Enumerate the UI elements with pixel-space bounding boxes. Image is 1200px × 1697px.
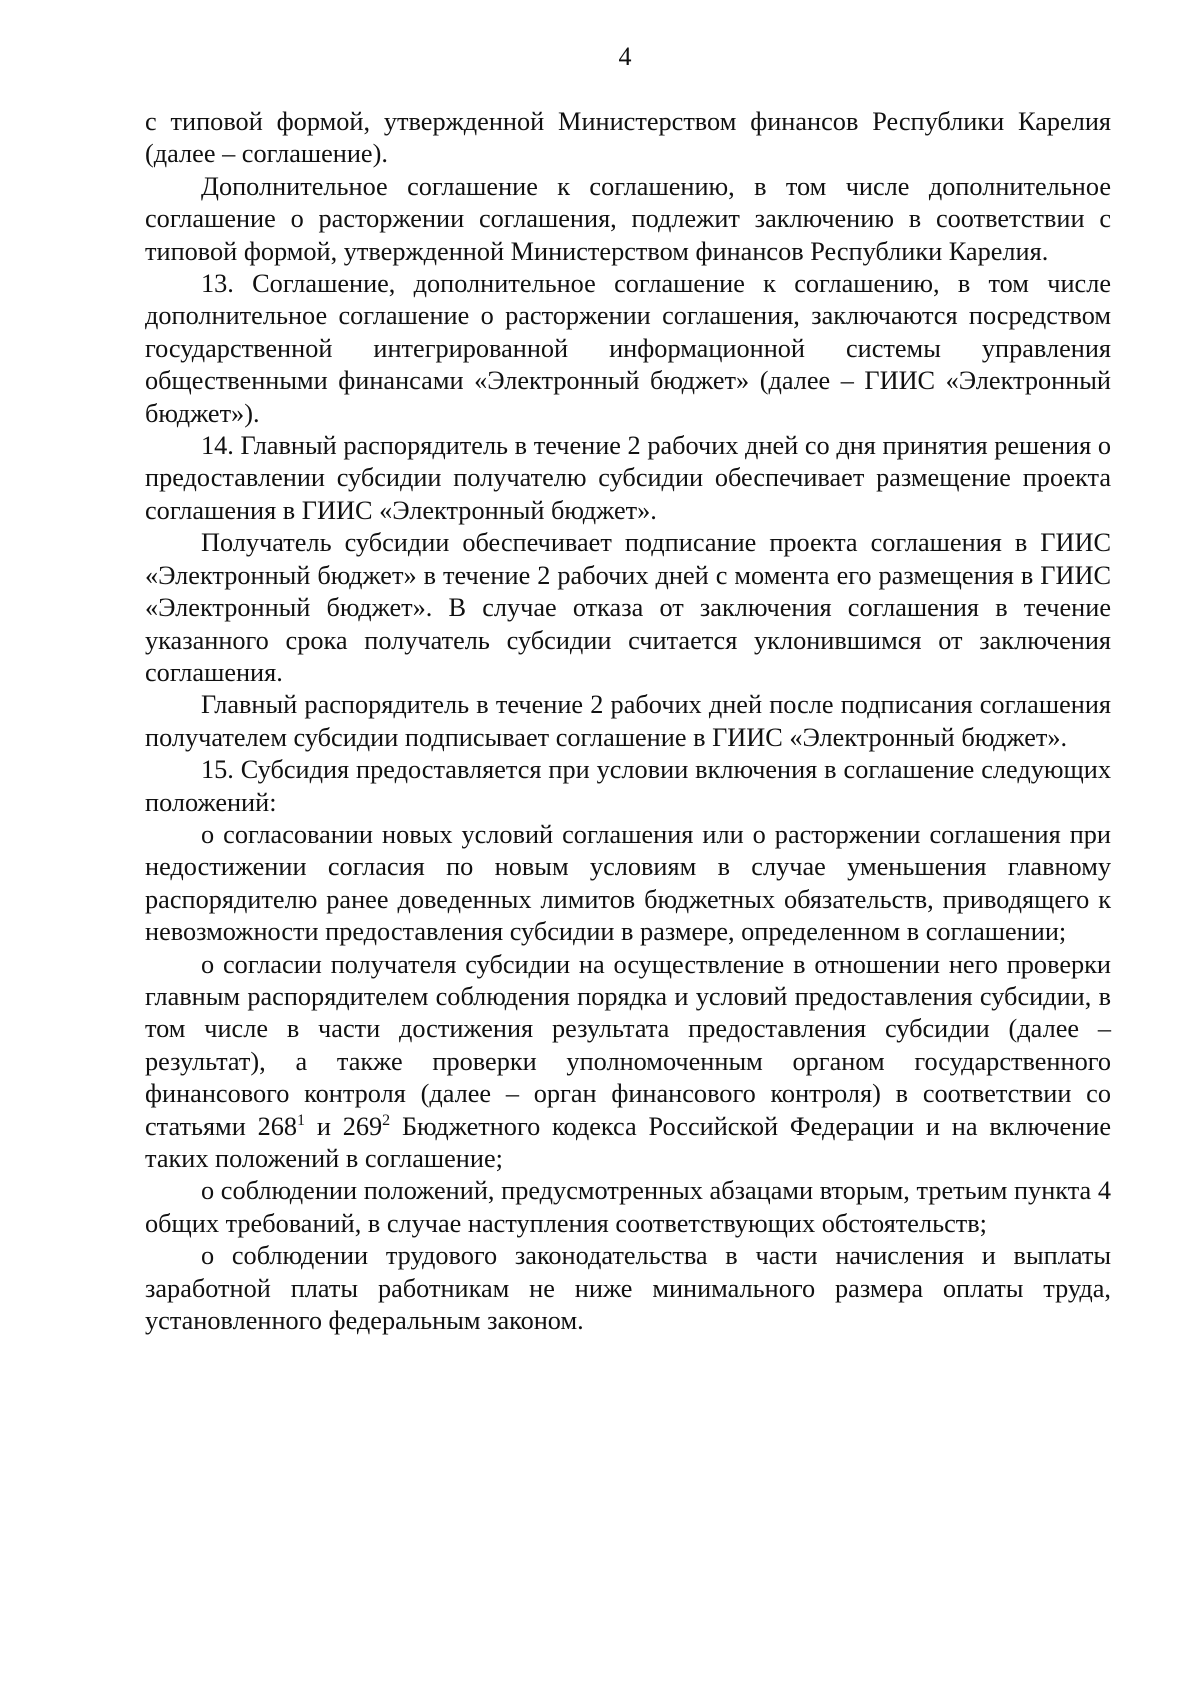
paragraph: 14. Главный распорядитель в течение 2 рабочих дней со дня принятия решения о предоставлении субсидии получателю субсидии обеспечивает размещение проекта соглашения в ГИИС «Электронный бюджет». bbox=[145, 431, 1111, 525]
paragraph: Получатель субсидии обеспечивает подписание проекта соглашения в ГИИС «Электронный бюджет» в течение 2 рабочих дней с момента его размещения в ГИИС «Электронный бюджет». В случае отказа от заключения соглашения в течение указанного срока получатель субсидии считается уклонившимся от заключения соглашения. bbox=[145, 528, 1111, 687]
paragraph-text-segment: Бюджетного кодекса Российской Федерации и на включение таких положений в соглашение; bbox=[145, 1111, 1111, 1173]
paragraph: Дополнительное соглашение к соглашению, в том числе дополнительное соглашение о расторжении соглашения, подлежит заключению в соответствии с типовой формой, утвержденной Министерством финансов Республики Карелия. bbox=[145, 171, 1111, 266]
paragraph: 15. Субсидия предоставляется при условии включения в соглашение следующих положений: bbox=[145, 755, 1111, 817]
paragraph-text-segment: и 269 bbox=[305, 1111, 383, 1141]
paragraph: о согласовании новых условий соглашения или о расторжении соглашения при недостижении согласия по новым условиям в случае уменьшения главному распорядителю ранее доведенных лимитов бюджетных обязательств, приводящего к невозможности предоставления субсидии в размере, определенном в соглашении; bbox=[145, 819, 1111, 947]
footnote-superscript: 1 bbox=[297, 1111, 306, 1129]
paragraph: о соблюдении трудового законодательства в части начисления и выплаты заработной платы работникам не ниже минимального размера оплаты труда, установленного федеральным законом. bbox=[145, 1241, 1111, 1336]
paragraph-text-segment: о согласии получателя субсидии на осуществление в отношении него проверки главным распорядителем соблюдения порядка и условий предоставления субсидии, в том числе в части достижения результата предоставления субсидии (далее – результат), а также проверки уполномоченным органом государственного финансового контроля (далее – орган финансового контроля) в соответствии со статьями 268 bbox=[145, 949, 1111, 1141]
paragraph bbox=[145, 949, 1111, 1176]
paragraph: 13. Соглашение, дополнительное соглашение к соглашению, в том числе дополнительное соглашение о расторжении соглашения, заключаются посредством государственной интегрированной информационной системы управления общественными финансами «Электронный бюджет» (далее – ГИИС «Электронный бюджет»). bbox=[145, 269, 1111, 428]
footnote-superscript: 2 bbox=[382, 1111, 391, 1129]
paragraph: с типовой формой, утвержденной Министерством финансов Республики Карелия (далее – соглашение). bbox=[145, 107, 1111, 169]
page-number: 4 bbox=[618, 42, 632, 71]
document-body bbox=[145, 106, 1111, 1337]
paragraph: Главный распорядитель в течение 2 рабочих дней после подписания соглашения получателем субсидии подписывает соглашение в ГИИС «Электронный бюджет». bbox=[145, 690, 1111, 752]
paragraph: о соблюдении положений, предусмотренных абзацами вторым, третьим пункта 4 общих требований, в случае наступления соответствующих обстоятельств; bbox=[145, 1176, 1111, 1238]
